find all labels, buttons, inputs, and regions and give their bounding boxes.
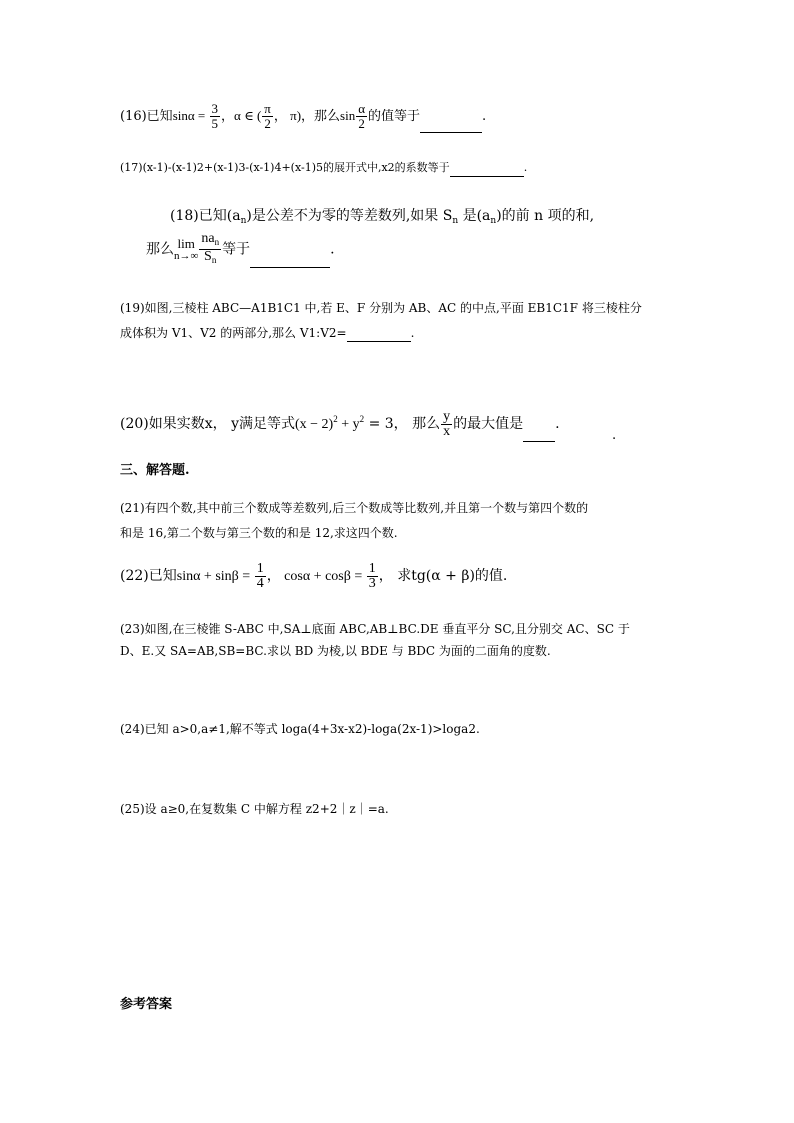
p16-comma: ， bbox=[221, 109, 235, 124]
problem-22 bbox=[120, 558, 507, 595]
p20-label: (20)如果实数x， y满足等式 bbox=[120, 416, 295, 432]
p16-eq: = bbox=[194, 108, 209, 123]
p23-line2: D、E.又 SA=AB,SB=BC.求以 BD 为棱,以 BDE 与 BDC 为面的二面角的度数. bbox=[120, 644, 551, 658]
p18-then: 那么 bbox=[146, 241, 174, 258]
p16-sin: sin bbox=[172, 108, 188, 123]
p18-text4: 等于 bbox=[222, 241, 251, 258]
p23-line1: (23)如图,在三棱锥 S-ABC 中,SA⊥底面 ABC,AB⊥BC.DE 垂直平分 SC,且分别交 AC、SC 于 bbox=[120, 622, 630, 636]
p16-fraction-alpha-2 bbox=[356, 102, 367, 131]
p18-text3: 的前 n 项的和, bbox=[501, 208, 595, 224]
problem-24 bbox=[120, 721, 480, 737]
p17-period: . bbox=[523, 161, 528, 174]
p17-text: (17)(x-1)-(x-1)2+(x-1)3-(x-1)4+(x-1)5的展开式中,x2的系数等于 bbox=[120, 161, 450, 174]
p18-seq2: $(a_n)$ bbox=[476, 208, 502, 226]
p22-mid: ， cosα + cosβ = bbox=[266, 569, 366, 584]
p20-tail: 的最大值是 bbox=[453, 416, 524, 432]
p16-answer-blank bbox=[420, 102, 482, 133]
problem-20 bbox=[120, 402, 560, 442]
p22-fraction-1-3: $\frac{1}{3}$ bbox=[368, 560, 376, 591]
problem-21-line2 bbox=[120, 525, 398, 541]
problem-19-line2 bbox=[120, 325, 414, 342]
problem-16 bbox=[120, 101, 486, 133]
section3-title: 三、解答题. bbox=[120, 463, 190, 478]
p18-label: (18)已知 bbox=[170, 208, 227, 224]
p16-tail: 的值等于 bbox=[368, 109, 421, 124]
p16-num: 3 bbox=[211, 101, 219, 116]
answers-title: 参考答案 bbox=[120, 997, 173, 1012]
problem-17 bbox=[120, 160, 527, 177]
p19-line1: (19)如图,三棱柱 ABC—A1B1C1 中,若 E、F 分别为 AB、AC 的中点,平面 EB1C1F 将三棱柱分 bbox=[120, 301, 642, 315]
section-heading-answers bbox=[120, 463, 190, 479]
p25-text: (25)设 a≥0,在复数集 C 中解方程 z2+2｜z｜=a. bbox=[120, 802, 389, 816]
p16-den: 5 bbox=[211, 116, 219, 131]
p20-expr3: = 3， 那么 bbox=[364, 416, 441, 432]
p16-alpha2: α bbox=[234, 108, 241, 123]
p18-period: . bbox=[330, 241, 335, 258]
p16-then: ，那么 bbox=[301, 109, 341, 124]
p16-fraction-3-5 bbox=[210, 102, 221, 131]
p16-two2: 2 bbox=[358, 116, 365, 131]
p18-text1: 是公差不为零的等差数列,如果 bbox=[251, 208, 443, 224]
reference-answers-heading bbox=[120, 997, 172, 1013]
p17-answer-blank bbox=[450, 160, 524, 177]
p16-pi: π bbox=[264, 101, 271, 116]
problem-19-line1 bbox=[120, 300, 642, 316]
p22-expr1: sinα + sinβ = bbox=[176, 569, 254, 584]
p18-text2: 是 bbox=[458, 208, 477, 224]
p18-answer-blank bbox=[250, 233, 330, 268]
p16-interval-end: ， π) bbox=[273, 108, 302, 123]
p18-Sn: $S_n$ bbox=[442, 208, 459, 226]
p16-label: (16)已知 bbox=[120, 109, 173, 124]
p22-label: (22)已知 bbox=[120, 568, 177, 584]
problem-18-line2 bbox=[146, 232, 335, 268]
p21-line2: 和是 16,第二个数与第三个数的和是 12,求这四个数. bbox=[120, 526, 398, 540]
p20-expr: $(x - 2)^2 + y^2$ bbox=[295, 414, 365, 432]
p20-answer-blank bbox=[523, 407, 555, 442]
p20-period: . bbox=[555, 416, 560, 432]
p19-period: . bbox=[410, 326, 415, 340]
p18-fraction: $\frac{na_n}{S_n}$ bbox=[201, 231, 220, 265]
problem-23-line1 bbox=[120, 621, 630, 637]
problem-21-line1 bbox=[120, 500, 588, 516]
p18-limit: lim n→∞ bbox=[174, 235, 199, 262]
p19-answer-blank bbox=[347, 325, 411, 342]
p16-in: ∈ ( bbox=[240, 108, 262, 123]
p16-two: 2 bbox=[264, 116, 271, 131]
p16-alpha3: α bbox=[358, 101, 366, 116]
p22-tail: ， 求tg(α + β)的值. bbox=[378, 568, 508, 584]
p20-stray-dot: . bbox=[612, 428, 617, 443]
p22-fraction-1-4: $\frac{1}{4}$ bbox=[256, 560, 264, 591]
p18-seq: $(a_n)$ bbox=[226, 208, 252, 226]
p24-text: (24)已知 a>0,a≠1,解不等式 loga(4+3x-x2)-loga(2x-1)>loga2. bbox=[120, 722, 480, 736]
problem-23-line2 bbox=[120, 643, 551, 659]
p21-line1: (21)有四个数,其中前三个数成等差数列,后三个数成等比数列,并且第一个数与第四个数的 bbox=[120, 501, 589, 515]
p16-alpha: α bbox=[187, 108, 195, 123]
p19-line2: 成体积为 V1、V2 的两部分,那么 V1:V2= bbox=[120, 326, 347, 340]
problem-25 bbox=[120, 801, 389, 817]
p16-period: . bbox=[482, 109, 487, 124]
p20-fraction-y-x: $\frac{y}{x}$ bbox=[443, 408, 451, 439]
p16-fraction-pi-2 bbox=[262, 102, 273, 131]
p16-sin2: sin bbox=[340, 108, 356, 123]
problem-18-line1 bbox=[170, 207, 594, 230]
